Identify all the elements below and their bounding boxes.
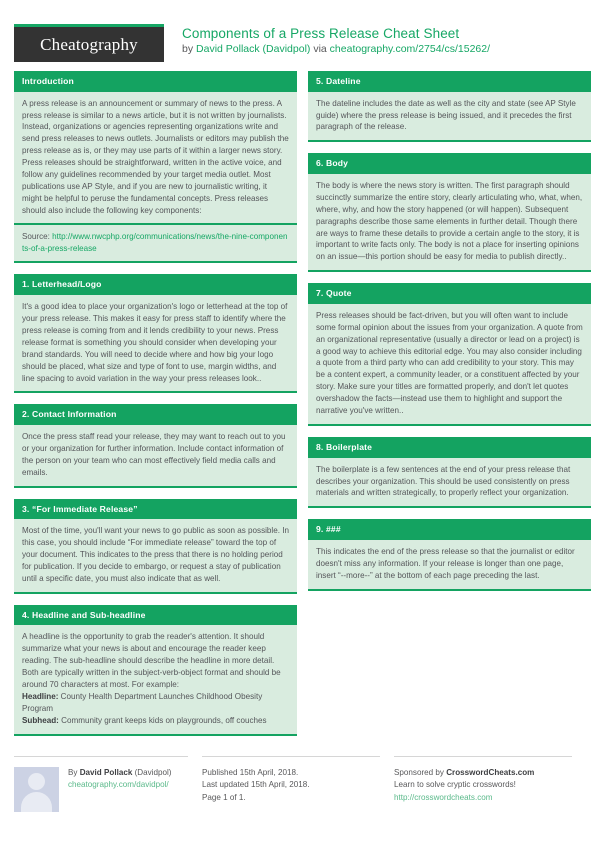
column-right	[308, 71, 591, 747]
card-title: 2. Contact Information	[14, 404, 297, 425]
footer-author-block	[14, 756, 202, 812]
author-handle: (Davidpol)	[132, 767, 172, 777]
page-footer	[14, 756, 586, 812]
card-title: 5. Dateline	[308, 71, 591, 92]
card-title: 4. Headline and Sub-headline	[14, 605, 297, 626]
card-body	[308, 174, 591, 272]
footer-author-text	[68, 765, 171, 812]
cheat-sheet-columns	[14, 71, 586, 747]
footer-sponsor-block	[394, 756, 586, 812]
card-paragraph: This indicates the end of the press release so that the journalist or editor doesn't miss any information. If your release is longer than one page, insert “--more--” at the bottom of each page preceding the last.	[316, 546, 575, 580]
card-end-marker	[308, 519, 591, 590]
card-body	[308, 92, 591, 143]
source-link[interactable]: http://www.nwcphp.org/communications/news/the-nine-components-of-a-press-release	[22, 231, 288, 253]
sponsor-tagline: Learn to solve cryptic crosswords!	[394, 780, 516, 790]
sponsor-name: CrosswordCheats.com	[446, 767, 535, 777]
avatar-head-shape	[28, 773, 45, 790]
footer-publish-block	[202, 756, 394, 812]
card-body	[14, 625, 297, 735]
avatar	[14, 767, 59, 812]
card-title: 7. Quote	[308, 283, 591, 304]
card-example	[22, 691, 289, 715]
card-body	[14, 425, 297, 488]
card-paragraph: A press release is an announcement or summary of news to the press. A press release is similar to a news article, but it is not written by journalists. Instead, organizations or agencies representing organizations write and send press releases to news outlets. Journalists or editors may publish the press release as is, or they may use parts of it within a larger news story.	[22, 98, 289, 156]
card-body	[14, 295, 297, 393]
footer-profile-line	[68, 779, 171, 792]
card-body	[308, 304, 591, 426]
byline-prefix: by	[182, 43, 197, 55]
logo-text: Cheatography	[40, 34, 138, 54]
card-paragraph: Press releases should be straightforward, written in the active voice, and follow any guidelines recommended by your target media outlet. Most publications use AP Style, and if you are new to journalistic writing, it might be helpful to peruse the fundamental concepts. Press releases should also include the following key components:	[22, 158, 282, 215]
card-paragraph: A headline is the opportunity to grab the reader's attention. It should summarize what your news is about and encourage the reader keep reading. The sub-headline should describe the headline in more detail. Both are typically written in the subject-verb-object format and should be around 70 characters at most. For example:	[22, 632, 281, 689]
card-paragraph: Once the press staff read your release, they may want to reach out to you or your organization for further information. Include contact information of the person on your team who can most effectively field media calls and emails.	[22, 432, 286, 477]
card-body	[308, 458, 591, 509]
page-count: Page 1 of 1.	[202, 792, 246, 802]
card-quote	[308, 283, 591, 426]
byline-source-link[interactable]: cheatography.com/2754/cs/15262/	[329, 43, 491, 55]
footer-publish-text	[202, 765, 394, 805]
card-paragraph: The dateline includes the date as well as the city and state (see AP Style guide) where the press release is being issued, and it precedes the first paragraph of the release.	[316, 98, 576, 132]
by-prefix: By	[68, 767, 80, 777]
source-label: Source:	[22, 231, 53, 241]
avatar-body-shape	[21, 792, 52, 812]
card-dateline	[308, 71, 591, 142]
card-paragraph: Press releases should be fact-driven, but you will often want to include some formal opinion about the issues from your organization. A quote from an organizational representative (usually a director or lead on a project) is a good way to achieve this editorial edge. You may also consider including a quote from a third party who can add credibility to your story. This may be a content expert, a community leader, or a constituent affected by your story. Make sure your titles are formatted properly, and don't let quotes overshadow the facts—instead use them to highlight and support the narrative you've written..	[316, 310, 583, 416]
card-title: Introduction	[14, 71, 297, 92]
cheatography-logo[interactable]	[14, 24, 164, 62]
card-for-immediate-release	[14, 499, 297, 594]
byline-via: via	[310, 43, 330, 55]
card-example	[22, 715, 289, 727]
card-introduction	[14, 71, 297, 263]
card-paragraph: It's a good idea to place your organization's logo or letterhead at the top of your press release. This makes it easy for press staff to identify where the press release is coming from and it lends credibility to your news. Press release format is something you should consider when developing your brand standards. You will need to decide where and how big your logo should be placed, what size and type of font to use, margin widths, and line spacing to avoid variation in the way your press releases look..	[22, 302, 288, 383]
sponsor-line	[394, 767, 586, 780]
example-label: Subhead:	[22, 715, 59, 725]
card-letterhead-logo	[14, 274, 297, 393]
profile-link[interactable]: cheatography.com/davidpol/	[68, 780, 169, 790]
source-line	[22, 231, 289, 255]
page-byline	[182, 42, 490, 57]
page-title: Components of a Press Release Cheat Sheet	[182, 26, 460, 41]
card-headline-subheadline	[14, 605, 297, 736]
example-text: Community grant keeps kids on playgrounds, off couches	[58, 715, 267, 725]
sponsor-link[interactable]: http://crosswordcheats.com	[394, 792, 493, 802]
published-date: Published 15th April, 2018.	[202, 767, 299, 777]
example-text: County Health Department Launches Childhood Obesity Program	[22, 691, 263, 713]
footer-author-line	[68, 767, 171, 780]
byline-author-link[interactable]: David Pollack (Davidpol)	[196, 43, 311, 55]
card-title: 6. Body	[308, 153, 591, 174]
page-header	[14, 0, 586, 64]
example-label: Headline:	[22, 691, 59, 701]
card-paragraph: The boilerplate is a few sentences at the end of your press release that describes your organization. This should be used consistently on press materials and written strategically, to properly reflect your organization.	[316, 464, 571, 498]
card-paragraph: The body is where the news story is written. The first paragraph should succinctly summarize the entire story, clearly articulating who, what, when, where, why, and how the story happened (or will happen). Subsequent paragraphs describe those same elements in further detail. Though there are ways to frame these details to provide a certain angle to the story, it is important to write facts only. The body is not a place for inserting opinions on an issue—this portion should be easy for media to publish directly..	[316, 180, 583, 262]
column-left	[14, 71, 297, 747]
card-body	[14, 92, 297, 264]
card-title: 1. Letterhead/Logo	[14, 274, 297, 295]
card-title: 8. Boilerplate	[308, 437, 591, 458]
card-body-section	[308, 153, 591, 272]
card-source	[14, 223, 297, 255]
card-contact-information	[14, 404, 297, 487]
card-title: 9. ###	[308, 519, 591, 540]
card-paragraph: Most of the time, you'll want your news to go public as soon as possible. In this case, you should include “For immediate release” toward the top of your document. This indicates to the press that there is no holding period for publication. If you decide to embargo, or request a stay of publication until a specific date, you must also indicate that as well.	[22, 526, 289, 583]
card-body	[308, 540, 591, 591]
author-name: David Pollack	[79, 767, 133, 777]
header-titles	[164, 24, 490, 57]
sponsor-prefix: Sponsored by	[394, 767, 447, 777]
card-boilerplate	[308, 437, 591, 508]
sponsor-link-line	[394, 792, 586, 805]
card-title: 3. “For Immediate Release”	[14, 499, 297, 520]
updated-date: Last updated 15th April, 2018.	[202, 780, 310, 790]
card-body	[14, 519, 297, 594]
footer-sponsor-text	[394, 765, 586, 805]
